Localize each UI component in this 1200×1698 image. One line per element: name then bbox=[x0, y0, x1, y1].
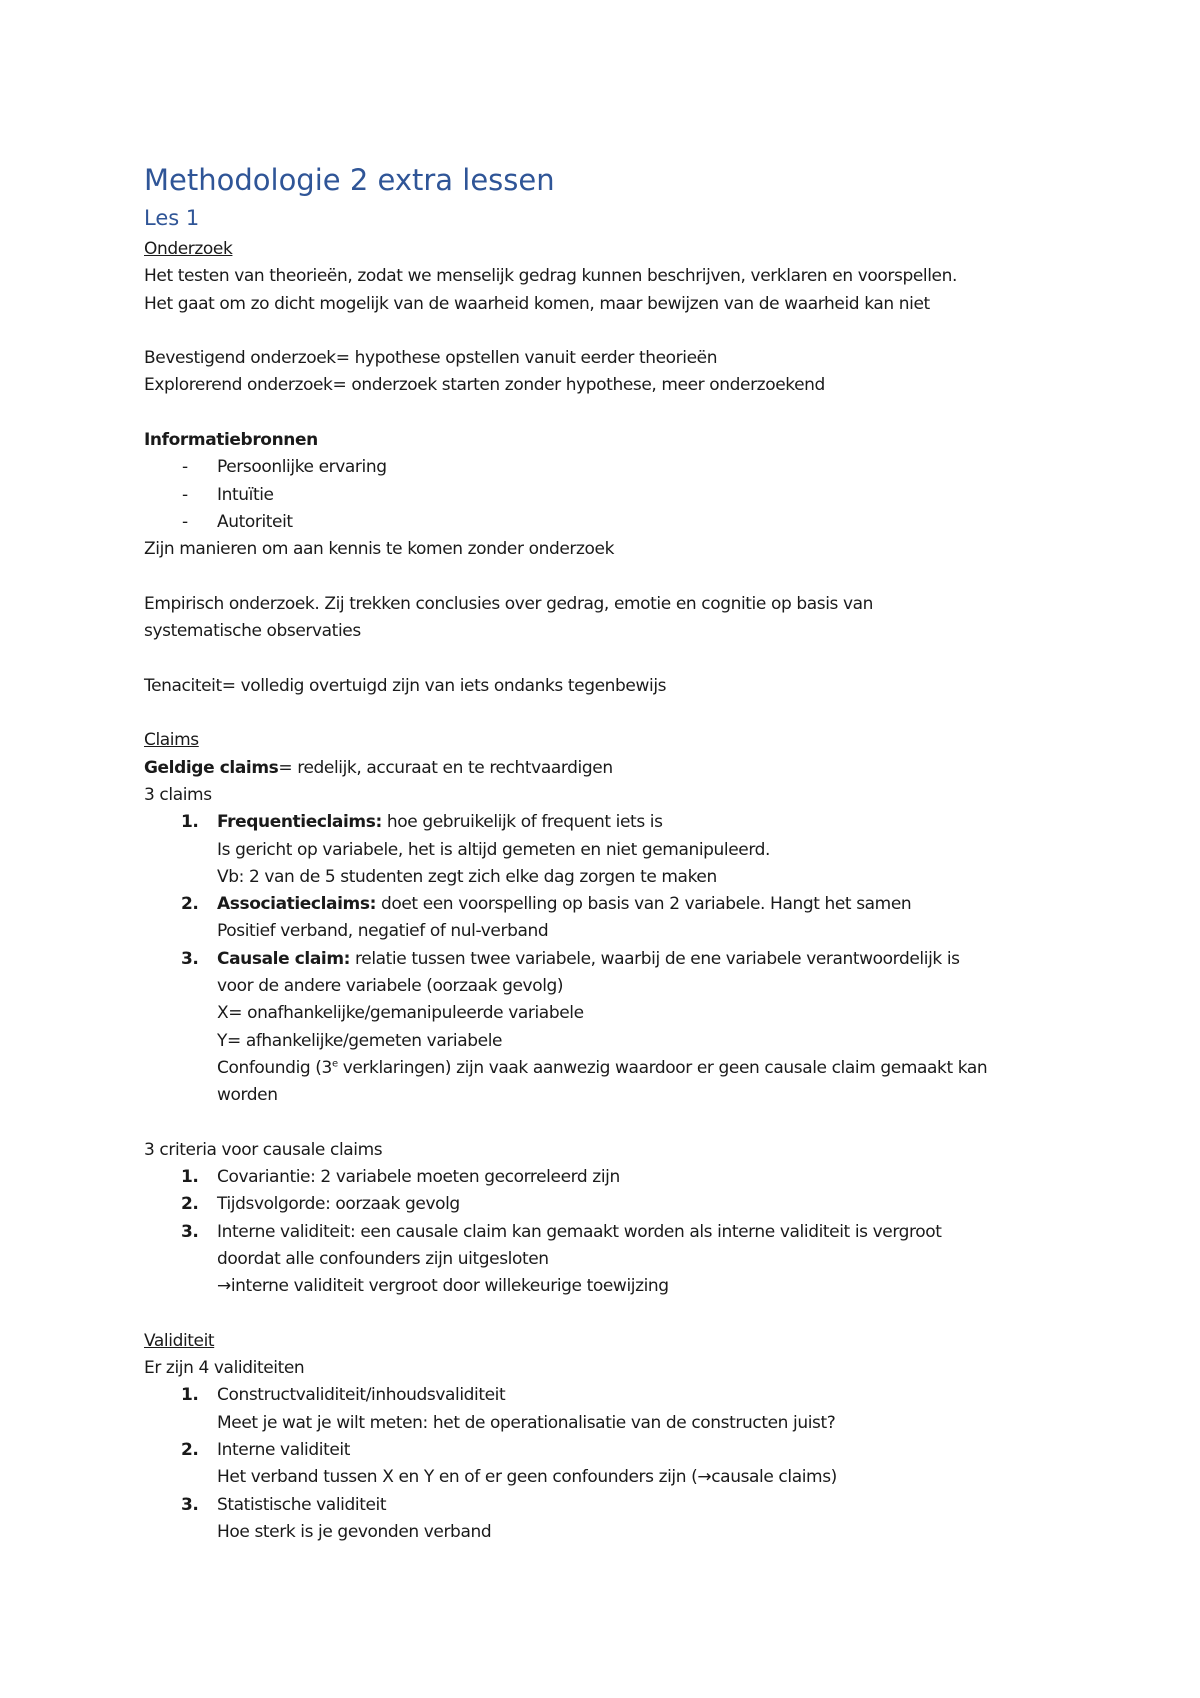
numbered-item: 2. Tijdsvolgorde: oorzaak gevolg bbox=[181, 1194, 460, 1215]
numbered-item: 2. Interne validiteit bbox=[181, 1440, 350, 1461]
definition-explorerend: Explorerend onderzoek= onderzoek starten zonder hypothese, meer onderzoekend bbox=[144, 375, 825, 396]
item-detail: Vb: 2 van de 5 studenten zegt zich elke dag zorgen te maken bbox=[217, 866, 717, 887]
paragraph-line: Empirisch onderzoek. Zij trekken conclusies over gedrag, emotie en cognitie op basis van bbox=[144, 593, 874, 614]
item-detail: doordat alle confounders zijn uitgesloten bbox=[217, 1248, 549, 1269]
list-item: - Intuïtie bbox=[144, 482, 1084, 509]
numbered-item: 3. Interne validiteit: een causale claim kan gemaakt worden als interne validiteit is vergroot bbox=[181, 1221, 942, 1242]
item-detail: Confoundig (3e verklaringen) zijn vaak aanwezig waardoor er geen causale claim gemaakt kan bbox=[217, 1057, 988, 1078]
item-detail: worden bbox=[217, 1085, 278, 1106]
paragraph-line: Het gaat om zo dicht mogelijk van de waarheid komen, maar bewijzen van de waarheid kan niet bbox=[144, 293, 930, 314]
paragraph-line: 3 claims bbox=[144, 784, 212, 805]
section-heading-onderzoek: Onderzoek bbox=[144, 239, 233, 259]
blank-line bbox=[144, 1110, 1084, 1137]
numbered-item: 1. Constructvaliditeit/inhoudsvaliditeit bbox=[181, 1385, 506, 1406]
item-detail: Positief verband, negatief of nul-verband bbox=[217, 921, 549, 942]
blank-line bbox=[144, 700, 1084, 727]
item-detail: Het verband tussen X en Y en of er geen confounders zijn (→causale claims) bbox=[217, 1467, 837, 1488]
paragraph-line: Het testen van theorieën, zodat we menselijk gedrag kunnen beschrijven, verklaren en voorspellen. bbox=[144, 266, 957, 287]
paragraph-line: Er zijn 4 validiteiten bbox=[144, 1358, 305, 1379]
numbered-item: 1. Covariantie: 2 variabele moeten gecorreleerd zijn bbox=[181, 1167, 620, 1188]
numbered-item: 3. Causale claim: relatie tussen twee variabele, waarbij de ene variabele verantwoordelijk is bbox=[181, 948, 960, 969]
numbered-item: 1. Frequentieclaims: hoe gebruikelijk of frequent iets is bbox=[181, 812, 663, 833]
numbered-item: 2. Associatieclaims: doet een voorspelling op basis van 2 variabele. Hangt het samen bbox=[181, 894, 912, 915]
paragraph-line: Zijn manieren om aan kennis te komen zonder onderzoek bbox=[144, 539, 615, 560]
blank-line bbox=[144, 564, 1084, 591]
definition-bevestigend: Bevestigend onderzoek= hypothese opstellen vanuit eerder theorieën bbox=[144, 348, 718, 369]
blank-line bbox=[144, 400, 1084, 427]
list-dash: - bbox=[182, 457, 188, 478]
list-item: - Persoonlijke ervaring bbox=[144, 454, 1084, 481]
document-title: Methodologie 2 extra lessen bbox=[144, 163, 555, 197]
list-dash: - bbox=[182, 511, 188, 532]
item-detail: →interne validiteit vergroot door willekeurige toewijzing bbox=[217, 1276, 669, 1297]
blank-line bbox=[144, 318, 1084, 345]
section-heading-criteria: 3 criteria voor causale claims bbox=[144, 1139, 383, 1160]
blank-line bbox=[144, 1301, 1084, 1328]
blank-line bbox=[144, 645, 1084, 672]
definition-geldige-claims: Geldige claims= redelijk, accuraat en te rechtvaardigen bbox=[144, 757, 613, 778]
list-item: - Autoriteit bbox=[144, 509, 1084, 536]
document-page bbox=[144, 160, 1084, 1546]
item-detail: Hoe sterk is je gevonden verband bbox=[217, 1521, 492, 1542]
definition-tenaciteit: Tenaciteit= volledig overtuigd zijn van iets ondanks tegenbewijs bbox=[144, 675, 667, 696]
item-detail: Y= afhankelijke/gemeten variabele bbox=[217, 1030, 503, 1051]
section-heading-claims: Claims bbox=[144, 730, 199, 751]
list-dash: - bbox=[182, 484, 188, 505]
section-heading-informatiebronnen: Informatiebronnen bbox=[144, 430, 318, 451]
numbered-item: 3. Statistische validiteit bbox=[181, 1494, 387, 1515]
section-heading-validiteit: Validiteit bbox=[144, 1330, 215, 1351]
paragraph-line: systematische observaties bbox=[144, 621, 361, 642]
item-detail: X= onafhankelijke/gemanipuleerde variabele bbox=[217, 1003, 584, 1024]
item-detail: voor de andere variabele (oorzaak gevolg) bbox=[217, 976, 564, 997]
item-detail: Is gericht op variabele, het is altijd gemeten en niet gemanipuleerd. bbox=[217, 839, 771, 860]
lesson-heading: Les 1 bbox=[144, 206, 200, 230]
arrow-right-icon: → bbox=[697, 1467, 712, 1488]
arrow-right-icon: → bbox=[217, 1276, 231, 1297]
item-detail: Meet je wat je wilt meten: het de operationalisatie van de constructen juist? bbox=[217, 1412, 836, 1433]
